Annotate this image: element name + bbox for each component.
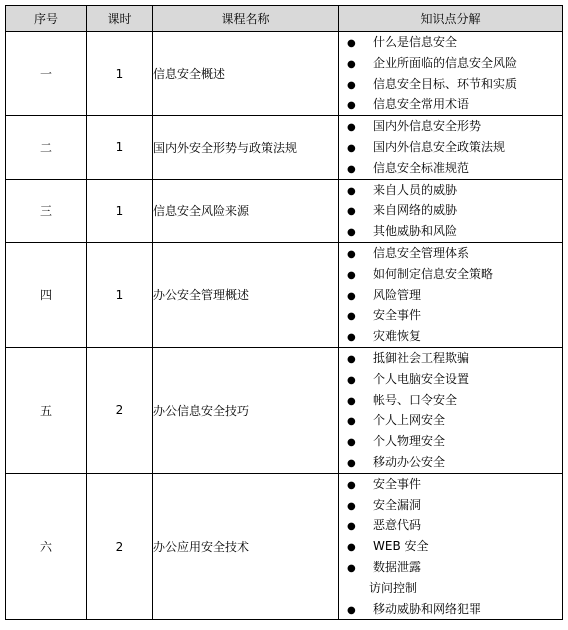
header-course-name: 课程名称 <box>153 6 339 32</box>
knowledge-point-list <box>339 32 562 115</box>
knowledge-point-text: 灾难恢复 <box>373 329 422 344</box>
bullet-icon: ● <box>347 604 356 616</box>
knowledge-point-text: 信息安全管理体系 <box>373 245 470 260</box>
knowledge-point-text: 抵御社会工程欺骗 <box>373 350 470 365</box>
knowledge-point-list <box>339 348 562 473</box>
knowledge-point-item <box>339 180 562 201</box>
bullet-icon: ● <box>347 185 356 197</box>
row-index: 四 <box>6 242 87 347</box>
knowledge-point-text: 国内外信息安全政策法规 <box>373 139 506 154</box>
header-row <box>6 6 563 32</box>
knowledge-point-item <box>339 264 562 285</box>
row-hours: 1 <box>87 116 153 179</box>
row-course-name: 信息安全风险来源 <box>153 179 339 242</box>
knowledge-point-text: 国内外信息安全形势 <box>373 119 482 134</box>
knowledge-point-list <box>339 474 562 620</box>
row-index: 二 <box>6 116 87 179</box>
bullet-icon: ● <box>347 479 356 491</box>
knowledge-point-text: 数据泄露 <box>373 559 422 574</box>
knowledge-point-item <box>339 32 562 53</box>
knowledge-point-item <box>339 578 562 599</box>
knowledge-point-list <box>339 243 562 347</box>
knowledge-point-item <box>339 369 562 390</box>
knowledge-point-item <box>339 390 562 411</box>
knowledge-point-text: 安全事件 <box>373 476 422 491</box>
header-knowledge-points: 知识点分解 <box>339 6 563 32</box>
knowledge-point-text: 来自网络的威胁 <box>373 203 458 218</box>
knowledge-point-item <box>339 410 562 431</box>
knowledge-point-item <box>339 305 562 326</box>
knowledge-point-item <box>339 116 562 137</box>
knowledge-point-item <box>339 74 562 95</box>
knowledge-point-text: 个人电脑安全设置 <box>373 371 470 386</box>
bullet-icon: ● <box>347 353 356 365</box>
knowledge-point-text: 如何制定信息安全策略 <box>373 266 494 281</box>
row-knowledge-points <box>339 32 563 116</box>
row-knowledge-points <box>339 116 563 179</box>
knowledge-point-item <box>339 285 562 306</box>
knowledge-point-item <box>339 200 562 221</box>
bullet-icon: ● <box>347 416 356 428</box>
table-body <box>6 32 563 620</box>
bullet-icon: ● <box>347 562 356 574</box>
row-knowledge-points <box>339 242 563 347</box>
bullet-icon: ● <box>347 290 356 302</box>
bullet-icon: ● <box>347 227 356 239</box>
knowledge-point-text: 风险管理 <box>373 287 422 302</box>
knowledge-point-text: 访问控制 <box>369 580 418 595</box>
knowledge-point-text: 信息安全常用术语 <box>373 97 470 112</box>
row-index: 一 <box>6 32 87 116</box>
knowledge-point-item <box>339 536 562 557</box>
table-row <box>6 179 563 242</box>
knowledge-point-item <box>339 431 562 452</box>
knowledge-point-text: 帐号、口令安全 <box>373 392 458 407</box>
knowledge-point-text: 移动办公安全 <box>373 454 446 469</box>
knowledge-point-text: 个人物理安全 <box>373 434 446 449</box>
bullet-icon: ● <box>347 269 356 281</box>
header-hours: 课时 <box>87 6 153 32</box>
bullet-icon: ● <box>347 100 356 112</box>
bullet-icon: ● <box>347 500 356 512</box>
knowledge-point-text: 什么是信息安全 <box>373 35 458 49</box>
bullet-icon: ● <box>347 457 356 469</box>
knowledge-point-item <box>339 495 562 516</box>
bullet-icon: ● <box>347 142 356 154</box>
bullet-icon: ● <box>347 437 356 449</box>
table-row <box>6 347 563 473</box>
knowledge-point-text: 恶意代码 <box>373 518 422 533</box>
bullet-icon: ● <box>347 38 356 49</box>
bullet-icon: ● <box>347 521 356 533</box>
bullet-icon: ● <box>347 332 356 344</box>
table-row <box>6 242 563 347</box>
row-knowledge-points <box>339 473 563 620</box>
row-course-name: 办公安全管理概述 <box>153 242 339 347</box>
row-course-name: 办公应用安全技术 <box>153 473 339 620</box>
bullet-icon: ● <box>347 542 356 554</box>
knowledge-point-text: 信息安全目标、环节和实质 <box>373 76 518 91</box>
bullet-icon: ● <box>347 311 356 323</box>
course-table <box>5 5 563 620</box>
bullet-icon: ● <box>347 79 356 91</box>
row-knowledge-points <box>339 347 563 473</box>
row-course-name: 办公信息安全技巧 <box>153 347 339 473</box>
row-course-name: 信息安全概述 <box>153 32 339 116</box>
knowledge-point-item <box>339 452 562 473</box>
row-index: 五 <box>6 347 87 473</box>
knowledge-point-item <box>339 137 562 158</box>
knowledge-point-item <box>339 599 562 620</box>
knowledge-point-list <box>339 180 562 242</box>
knowledge-point-text: WEB 安全 <box>373 539 429 554</box>
knowledge-point-text: 来自人员的威胁 <box>373 182 458 197</box>
knowledge-point-item <box>339 243 562 264</box>
row-hours: 2 <box>87 347 153 473</box>
row-index: 六 <box>6 473 87 620</box>
knowledge-point-item <box>339 53 562 74</box>
knowledge-point-text: 信息安全标准规范 <box>373 160 470 175</box>
knowledge-point-item <box>339 326 562 347</box>
knowledge-point-item <box>339 221 562 242</box>
knowledge-point-item <box>339 348 562 369</box>
table-row <box>6 116 563 179</box>
knowledge-point-text: 企业所面临的信息安全风险 <box>373 55 518 70</box>
knowledge-point-text: 其他威胁和风险 <box>373 224 458 239</box>
row-knowledge-points <box>339 179 563 242</box>
row-hours: 1 <box>87 242 153 347</box>
bullet-icon: ● <box>347 248 356 260</box>
row-course-name: 国内外安全形势与政策法规 <box>153 116 339 179</box>
knowledge-point-item <box>339 94 562 115</box>
knowledge-point-item <box>339 515 562 536</box>
bullet-icon: ● <box>347 206 356 218</box>
bullet-icon: ● <box>347 395 356 407</box>
row-index: 三 <box>6 179 87 242</box>
row-hours: 1 <box>87 32 153 116</box>
knowledge-point-text: 安全漏洞 <box>373 497 422 512</box>
knowledge-point-list <box>339 116 562 178</box>
bullet-icon: ● <box>347 122 356 134</box>
bullet-icon: ● <box>347 58 356 70</box>
table-row <box>6 473 563 620</box>
knowledge-point-text: 移动威胁和网络犯罪 <box>373 601 482 616</box>
knowledge-point-text: 安全事件 <box>373 308 422 323</box>
table-row <box>6 32 563 116</box>
row-hours: 2 <box>87 473 153 620</box>
knowledge-point-item <box>339 158 562 179</box>
knowledge-point-item <box>339 557 562 578</box>
row-hours: 1 <box>87 179 153 242</box>
header-index: 序号 <box>6 6 87 32</box>
bullet-icon: ● <box>347 163 356 175</box>
knowledge-point-item <box>339 474 562 495</box>
knowledge-point-text: 个人上网安全 <box>373 413 446 428</box>
bullet-icon: ● <box>347 374 356 386</box>
